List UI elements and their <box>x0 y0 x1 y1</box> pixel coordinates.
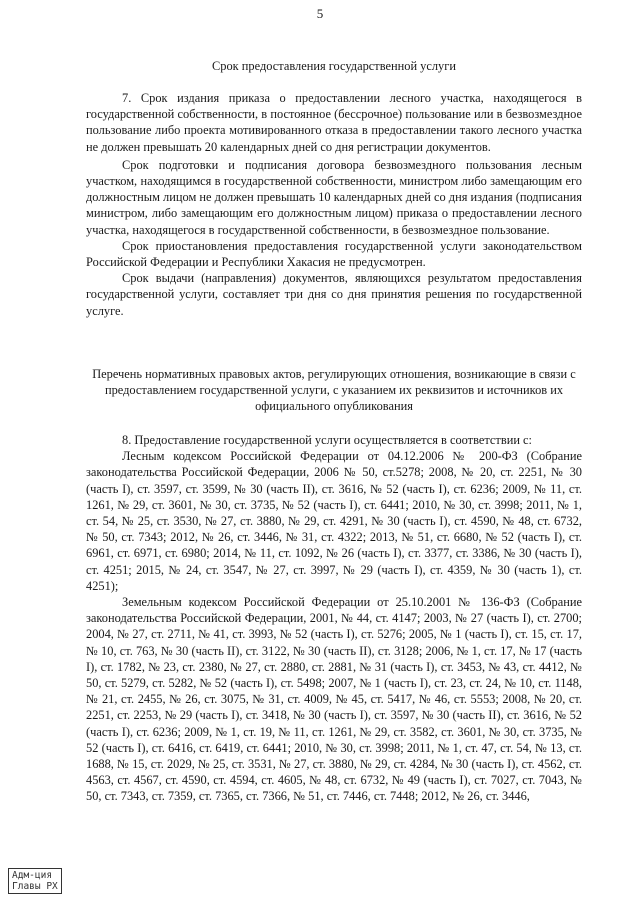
paragraph-forest-code: Лесным кодексом Российской Федерации от 04.12.2006 № 200-ФЗ (Собрание законодательства Российской Федерации, 2006 № 50, ст.5278; 2008, № 20, ст. 2251, № 30 (часть I), ст. 3597, ст. 3599, № 30 (часть II), ст. 3616, № 52 (часть I), ст. 6236; 2009, № 11, ст. 1261, № 29, ст. 3601, № 30, ст. 3735, № 52 (часть I), ст. 6441; 2010, № 30, ст. 3998; 2011, № 1, ст. 54, № 25, ст. 3530, № 27, ст. 3880, № 29, ст. 4291, № 30 (часть I), ст. 4590, № 48, ст. 6732, № 50, ст. 7343; 2012, № 26, ст. 3446, № 31, ст. 4322; 2013, № 51, ст. 6680, № 52 (часть I), ст. 6961, ст. 6971, ст. 6980; 2014, № 11, ст. 1092, № 26 (часть I), ст. 3377, ст. 3386, № 30 (часть I), ст. 4251; 2015, № 24, ст. 3547, № 27, ст. 3997, № 29 (часть I), ст. 4359, № 30 (часть 1), ст. 4251); <box>86 449 582 593</box>
stamp-line-2: Главы РХ <box>12 881 58 892</box>
paragraph-issuance: Срок выдачи (направления) документов, являющихся результатом предоставления государственной услуги, составляет три дня со дня принятия решения по государственной услуге. <box>86 271 582 318</box>
page-number: 5 <box>316 6 324 21</box>
stamp-line-1: Адм-ция <box>12 870 53 881</box>
section-heading-deadline: Срок предоставления государственной услуги <box>212 59 456 73</box>
paragraph-suspension: Срок приостановления предоставления государственной услуги законодательством Российской Федерации и Республики Хакасия не предусмотрен. <box>86 238 582 270</box>
paragraph-7: 7. Срок издания приказа о предоставлении лесного участка, находящегося в государственной собственности, в постоянное (бессрочное) пользование или в безвозмездное пользование либо проекта мотивированного отказа в предоставлении такого лесного участка не должен превышать 20 календарных дней со дня регистрации документов. <box>86 91 582 154</box>
section-heading-legal-acts: Перечень нормативных правовых актов, регулирующих отношения, возникающие в связи с предоставлением государственной услуги, с указанием их реквизитов и источников их официального опубликования <box>92 367 576 414</box>
paragraph-land-code: Земельным кодексом Российской Федерации от 25.10.2001 № 136-ФЗ (Собрание законодательства Российской Федерации, 2001, № 44, ст. 4147; 2003, № 27 (часть I), ст. 2700; 2004, № 27, ст. 2711, № 41, ст. 3993, № 52 (часть I), ст. 5276; 2005, № 1 (часть I), ст. 15, ст. 17, № 10, ст. 763, № 30 (часть II), ст. 3122, № 30 (часть II), ст. 3128; 2006, № 1, ст. 17, № 17 (часть I), ст. 1782, № 23, ст. 2380, № 27, ст. 2880, ст. 2881, № 31 (часть I), ст. 3453, № 43, ст. 4412, № 50, ст. 5279, ст. 5282, № 52 (часть I), ст. 5498; 2007, № 1 (часть I), ст. 23, ст. 24, № 10, ст. 1148, № 21, ст. 2455, № 26, ст. 3075, № 31, ст. 4009, № 45, ст. 5417, № 46, ст. 5553; 2008, № 20, ст. 2251, ст. 2253, № 29 (часть I), ст. 3418, № 30 (часть I), ст. 3597, № 30 (часть II), ст. 3616, № 52 (часть I), ст. 6236; 2009, № 1, ст. 19, № 11, ст. 1261, № 29, ст. 3582, ст. 3601, № 30, ст. 3735, № 52 (часть I), ст. 6416, ст. 6419, ст. 6441; 2010, № 30, ст. 3998; 2011, № 1, ст. 47, ст. 54, № 13, ст. 1688, № 15, ст. 2029, № 25, ст. 3531, № 27, ст. 3880, № 29, ст. 4284, № 30 (часть I), ст. 4562, ст. 4563, ст. 4567, ст. 4590, ст. 4594, ст. 4605, № 48, ст. 6732, № 49 (часть I), ст. 7027, ст. 7043, № 50, ст. 7343, ст. 7359, ст. 7365, ст. 7366, № 51, ст. 7446, ст. 7448; 2012, № 26, ст. 3446, <box>86 595 582 804</box>
section-deadline-body <box>86 90 582 319</box>
registration-stamp <box>8 868 62 894</box>
section-legal-acts-body <box>86 432 582 805</box>
paragraph-contract-term: Срок подготовки и подписания договора безвозмездного пользования лесным участком, находящимся в государственной собственности, министром либо замещающим его должностным лицом не должен превышать 10 календарных дней со дня издания (подписания министром, либо замещающим его должностным лицом) приказа о предоставлении лесного участка, находящегося в государственной собственности, в безвозмездное пользование. <box>86 157 582 237</box>
paragraph-8: 8. Предоставление государственной услуги осуществляется в соответствии с: <box>122 433 532 447</box>
